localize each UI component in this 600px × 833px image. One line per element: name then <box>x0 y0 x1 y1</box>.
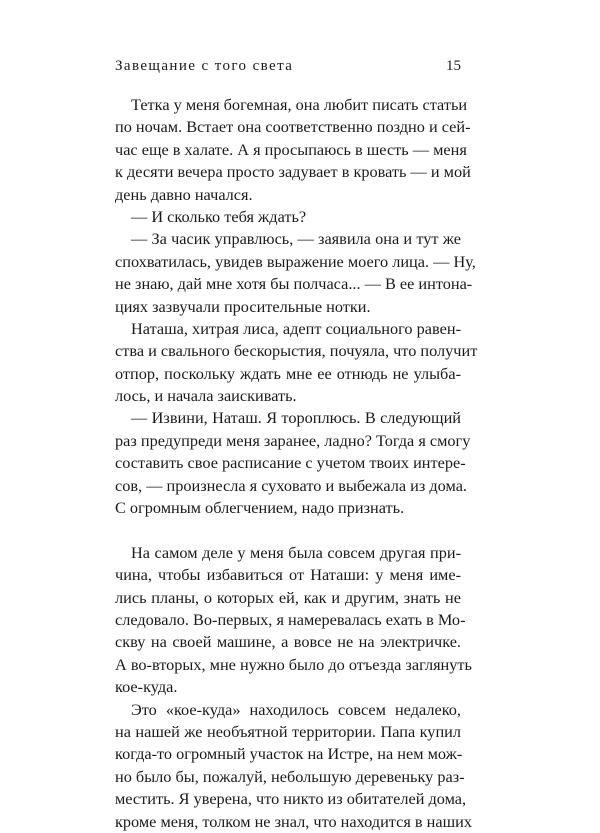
text-line: Наташа, хитрая лиса, адепт социального равен- <box>131 318 461 338</box>
text-line: кроме меня, толком не знал, что находится в наших <box>115 811 472 831</box>
text-line: циях зазвучали просительные нотки. <box>115 296 371 316</box>
text-line: С огромным облегчением, надо признать. <box>115 498 405 518</box>
body-text <box>115 94 478 833</box>
text-line: на нашей же необъятной территории. Папа купил <box>115 721 461 741</box>
text-line: но было бы, пожалуй, небольшую деревеньку раз- <box>115 766 465 786</box>
text-line: не знаю, дай мне хотя бы полчаса... — В ее интона- <box>115 274 473 294</box>
text-line: лось, и начала заискивать. <box>115 386 297 406</box>
book-page <box>115 58 478 833</box>
text-line: когда-то огромный участок на Истре, на нем мож- <box>115 744 463 764</box>
text-line: следовало. Во-первых, я намеревалась ехать в Мо- <box>115 609 466 629</box>
page-number: 15 <box>446 58 461 74</box>
text-line: Тетка у меня богемная, она любит писать статьи <box>131 95 468 114</box>
text-line: день давно начался. <box>115 184 253 204</box>
text-line: — За часик управлюсь, — заявила она и тут же <box>131 229 461 249</box>
text-line: чина, чтобы избавиться от Наташи: у меня име- <box>115 565 461 585</box>
running-title: Завещание с того света <box>115 58 294 74</box>
text-line: час еще в халате. А я просыпаюсь в шесть — меня <box>115 139 467 159</box>
paragraph-gap <box>115 519 461 541</box>
text-line: отпор, поскольку ждать мне ее отнюдь не улыба- <box>115 363 461 383</box>
text-line: ства и свального бескорыстия, почуяла, что получит <box>115 341 478 361</box>
text-line: составить свое расписание с учетом твоих интере- <box>115 453 466 473</box>
text-line: раз предупреди меня заранее, ладно? Тогда я смогу <box>115 430 471 450</box>
running-head <box>115 58 461 84</box>
text-line: Это «кое-куда» находилось совсем недалеко, <box>131 699 461 719</box>
text-line: местить. Я уверена, что никто из обитателей дома, <box>115 789 467 809</box>
text-line: к десяти вечера просто задувает в кровать — и мой <box>115 162 471 182</box>
text-line: скву на своей машине, а вовсе не на электричке. <box>115 632 461 652</box>
text-line: А во-вторых, мне нужно было до отъезда заглянуть <box>115 654 472 674</box>
text-line: На самом деле у меня была совсем другая при- <box>131 542 461 562</box>
text-line: по ночам. Встает она соответственно поздно и сей- <box>115 117 471 137</box>
text-line: сов, — произнесла я суховато и выбежала из дома. <box>115 475 468 495</box>
text-line: лись планы, о которых ей, как и другим, знать не <box>115 587 461 607</box>
text-line: спохватилась, увидев выражение моего лица. — Ну, <box>115 251 476 271</box>
text-line: — Извини, Наташ. Я тороплюсь. В следующий <box>131 408 461 428</box>
text-line: — И сколько тебя ждать? <box>131 206 307 226</box>
text-line: кое-куда. <box>115 677 178 697</box>
